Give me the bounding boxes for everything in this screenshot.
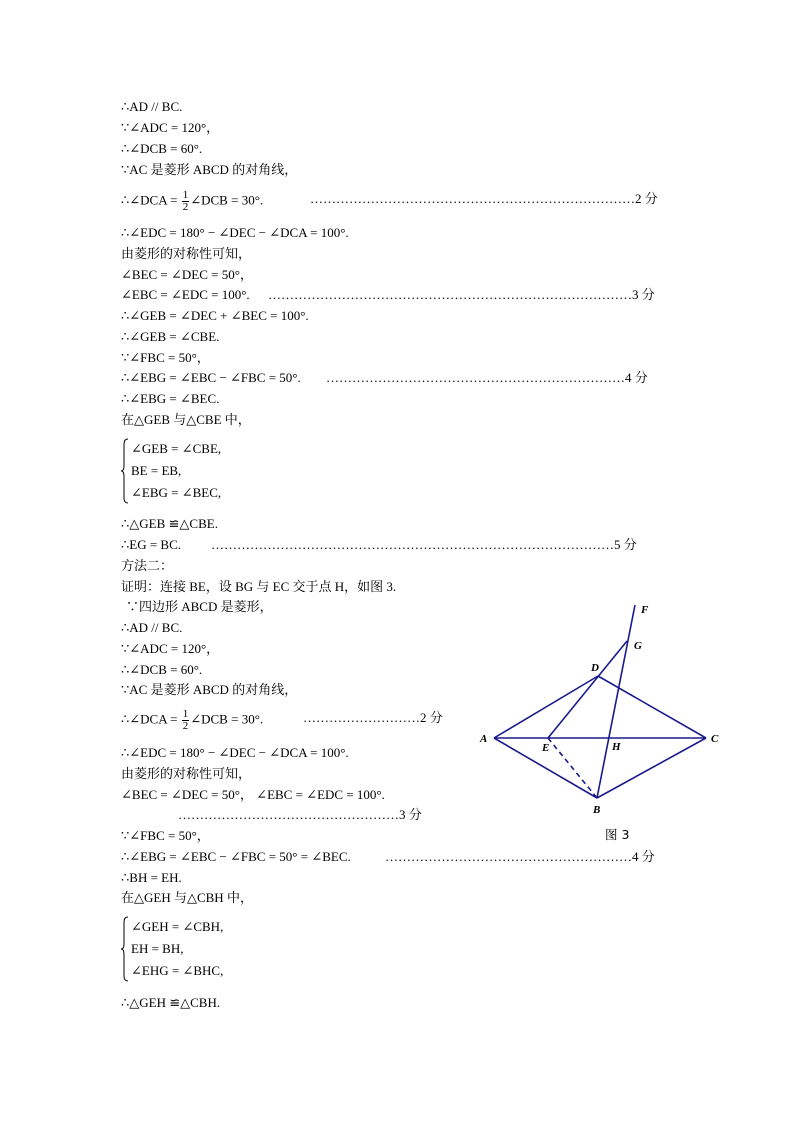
- proof-line: ∴∠EBG = ∠BEC.: [121, 391, 220, 406]
- proof-line: 证明：连接 BE，设 BG 与 EC 交于点 H，如图 3.: [121, 579, 397, 594]
- proof-line: ∠EBC = ∠EDC = 100°.: [121, 287, 250, 302]
- proof-line: ∴∠DCB = 60°.: [121, 662, 203, 677]
- system-line: EH = BH,: [131, 941, 184, 956]
- label-F: F: [641, 604, 649, 616]
- proof-line: ∵四边形 ABCD 是菱形，: [126, 599, 273, 614]
- fraction: [182, 190, 190, 213]
- equation-system: [121, 438, 321, 504]
- label-G: G: [634, 640, 642, 652]
- proof-line: ∴AD // BC.: [121, 620, 183, 635]
- proof-line-fraction: [121, 190, 263, 213]
- proof-text: ∠DCB = 30°.: [190, 711, 264, 727]
- proof-line: 在△GEH 与△CBH 中，: [121, 890, 253, 905]
- proof-line: 方法二：: [121, 558, 174, 573]
- score-mark: ……………………………………………3 分: [178, 807, 422, 822]
- label-A: A: [480, 733, 488, 745]
- segment-BE-dashed: [548, 738, 597, 798]
- proof-line: ∴∠EBG = ∠EBC − ∠FBC = 50° = ∠BEC.: [121, 849, 351, 864]
- proof-line: ∵∠FBC = 50°，: [121, 828, 210, 843]
- left-brace-icon: [121, 916, 129, 982]
- proof-line: 由菱形的对称性可知，: [121, 766, 252, 781]
- proof-line: ∴△GEH ≌△CBH.: [121, 995, 221, 1010]
- fraction-numerator: 1: [182, 189, 189, 201]
- score-mark: …………………………………………………………………………3 分: [268, 287, 655, 302]
- fraction-denominator: 2: [182, 720, 189, 732]
- score-mark: …………………………………………………………………2 分: [310, 191, 658, 206]
- label-H: H: [612, 741, 621, 753]
- fraction: [182, 709, 190, 732]
- proof-line: ∠BEC = ∠DEC = 50°， ∠EBC = ∠EDC = 100°.: [121, 787, 385, 802]
- segment-EG: [548, 641, 627, 738]
- proof-line: ∴EG = BC.: [121, 537, 182, 552]
- segment-AD: [494, 676, 598, 738]
- score-mark: ……………………………………………………………4 分: [326, 370, 648, 385]
- label-C: C: [711, 733, 719, 745]
- proof-line: ∴AD // BC.: [121, 99, 183, 114]
- system-line: ∠GEB = ∠CBE,: [131, 441, 222, 456]
- proof-line: 在△GEB 与△CBE 中，: [121, 412, 251, 427]
- system-line: ∠GEH = ∠CBH,: [131, 919, 224, 934]
- proof-line: ∴∠EDC = 180° − ∠DEC − ∠DCA = 100°.: [121, 225, 349, 240]
- proof-line: ∵∠ADC = 120°，: [121, 641, 220, 656]
- proof-line: ∴∠DCB = 60°.: [121, 141, 203, 156]
- score-mark: ………………………2 分: [303, 710, 443, 725]
- label-E: E: [542, 742, 550, 754]
- proof-line: ∴∠EBG = ∠EBC − ∠FBC = 50°.: [121, 370, 301, 385]
- proof-line: ∵AC 是菱形 ABCD 的对角线，: [121, 162, 298, 177]
- left-brace-icon: [121, 438, 129, 504]
- proof-line: 由菱形的对称性可知，: [121, 246, 252, 261]
- proof-line: ∠BEC = ∠DEC = 50°，: [121, 267, 253, 282]
- figure-caption: 图 3: [605, 827, 630, 842]
- proof-line: ∴BH = EH.: [121, 870, 182, 885]
- fraction-denominator: 2: [182, 201, 189, 213]
- score-mark: …………………………………………………………………………………5 分: [211, 537, 637, 552]
- proof-line: ∵AC 是菱形 ABCD 的对角线，: [121, 682, 298, 697]
- proof-line-fraction: [121, 709, 263, 732]
- proof-line: ∵∠ADC = 120°，: [121, 120, 220, 135]
- proof-line: ∵∠FBC = 50°，: [121, 350, 210, 365]
- fraction-numerator: 1: [182, 708, 189, 720]
- proof-text: ∴∠DCA =: [121, 711, 181, 727]
- label-B: B: [593, 804, 601, 816]
- label-D: D: [591, 662, 599, 674]
- proof-line: ∴△GEB ≌△CBE.: [121, 516, 218, 531]
- score-mark: …………………………………………………4 分: [385, 849, 655, 864]
- proof-line: ∴∠GEB = ∠CBE.: [121, 329, 220, 344]
- system-line: BE = EB,: [131, 463, 182, 478]
- proof-text: ∴∠DCA =: [121, 192, 181, 208]
- proof-line: ∴∠GEB = ∠DEC + ∠BEC = 100°.: [121, 308, 309, 323]
- proof-text: ∠DCB = 30°.: [190, 192, 264, 208]
- system-line: ∠EBG = ∠BEC,: [131, 485, 222, 500]
- geometry-figure: [470, 595, 730, 825]
- system-line: ∠EHG = ∠BHC,: [131, 963, 224, 978]
- equation-system: [121, 916, 321, 982]
- segment-BF: [597, 605, 635, 798]
- proof-line: ∴∠EDC = 180° − ∠DEC − ∠DCA = 100°.: [121, 745, 349, 760]
